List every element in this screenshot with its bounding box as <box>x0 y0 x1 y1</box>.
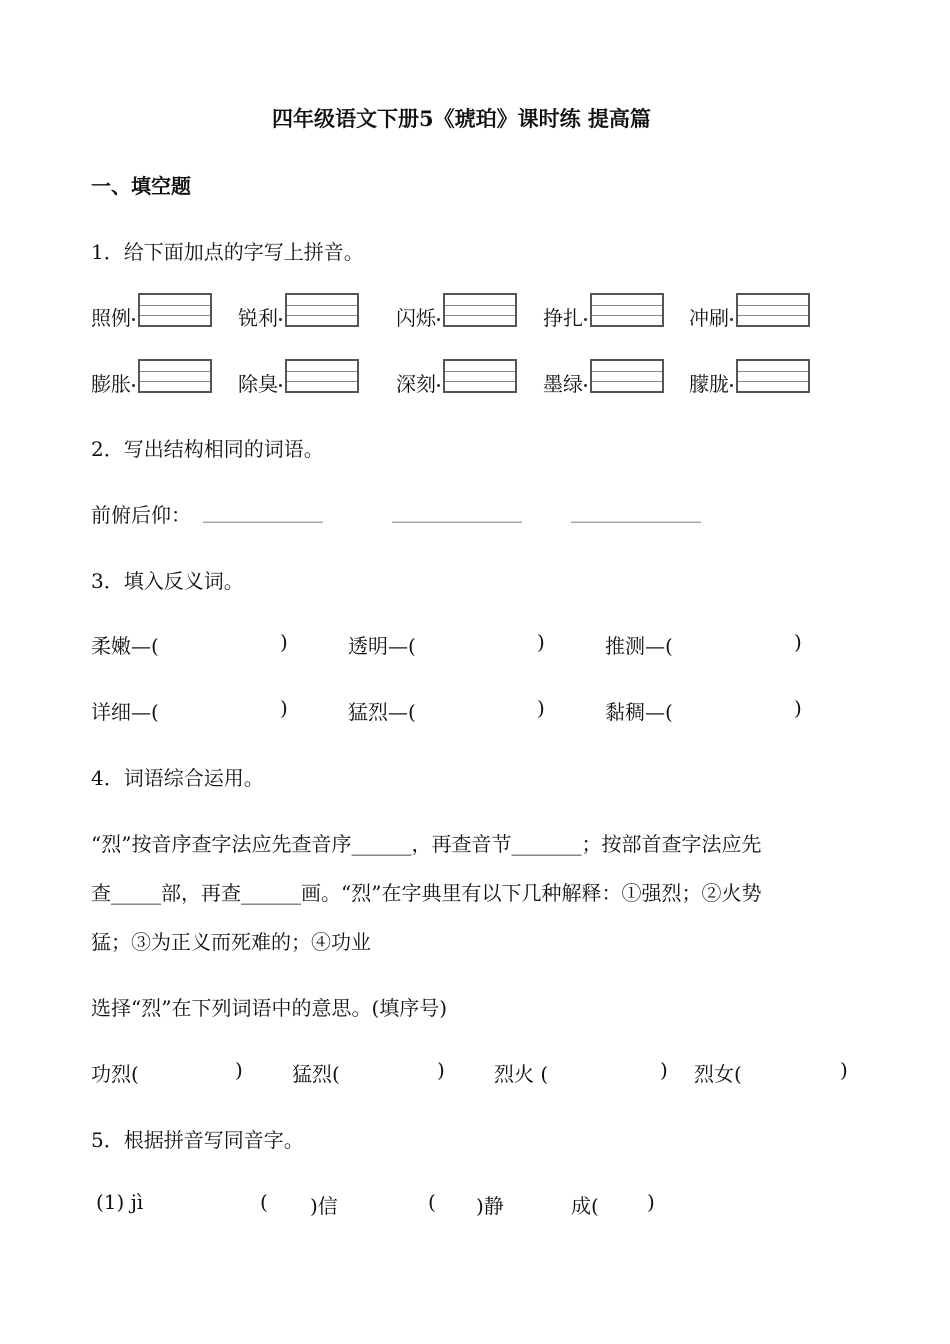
word-2-5: 朦胧 <box>689 368 733 397</box>
paragraph-line-4: 选择“烈”在下列词语中的意思。(填序号) <box>91 996 448 1020</box>
pinyin-box[interactable] <box>590 359 664 393</box>
question-4-prompt: 4．词语综合运用。 <box>91 766 264 790</box>
pinyin-box[interactable] <box>285 359 359 393</box>
antonym-3: 推测—( <box>605 634 673 658</box>
section-heading: 一、填空题 <box>91 174 191 198</box>
pinyin-box[interactable] <box>138 293 212 327</box>
word-1-5: 冲刷 <box>689 302 733 331</box>
close-paren: ) <box>537 696 545 720</box>
pinyin-box[interactable] <box>736 359 810 393</box>
homophone-part-6: ) <box>647 1190 655 1214</box>
antonym-2: 透明—( <box>348 634 416 658</box>
question-2-prompt: 2．写出结构相同的词语。 <box>91 437 324 461</box>
paragraph-line-3: 猛；③为正义而死难的；④功业 <box>91 930 371 954</box>
close-paren: ) <box>794 630 802 654</box>
page-title: 四年级语文下册5《琥珀》课时练 提高篇 <box>272 106 651 131</box>
answer-blank-2[interactable]: _____________ <box>392 499 522 523</box>
structure-label: 前俯后仰： <box>91 503 191 527</box>
pinyin-box[interactable] <box>736 293 810 327</box>
answer-blank-3[interactable]: _____________ <box>571 499 701 523</box>
antonym-6: 黏稠—( <box>605 700 673 724</box>
meaning-word-3: 烈火 ( <box>494 1062 549 1086</box>
pinyin-box[interactable] <box>138 359 212 393</box>
word-2-1: 膨胀 <box>91 368 135 397</box>
homophone-part-5: 成( <box>571 1194 599 1218</box>
question-1-prompt: 1．给下面加点的字写上拼音。 <box>91 240 364 264</box>
question-3-prompt: 3．填入反义词。 <box>91 569 244 593</box>
antonym-4: 详细—( <box>91 700 159 724</box>
antonym-5: 猛烈—( <box>348 700 416 724</box>
close-paren: ) <box>537 630 545 654</box>
homophone-part-1: ( <box>260 1190 268 1214</box>
question-5-prompt: 5．根据拼音写同音字。 <box>91 1128 304 1152</box>
paragraph-line-2: 查_____部，再查______画。“烈”在字典里有以下几种解释：①强烈；②火势 <box>91 881 762 905</box>
close-paren: ) <box>280 630 288 654</box>
pinyin-box[interactable] <box>443 359 517 393</box>
answer-blank-1[interactable]: ____________ <box>203 499 323 523</box>
close-paren: ) <box>840 1058 848 1082</box>
meaning-word-2: 猛烈( <box>292 1062 340 1086</box>
close-paren: ) <box>235 1058 243 1082</box>
antonym-1: 柔嫩—( <box>91 634 159 658</box>
meaning-word-1: 功烈( <box>91 1062 139 1086</box>
pinyin-box[interactable] <box>590 293 664 327</box>
meaning-word-4: 烈女( <box>694 1062 742 1086</box>
word-1-1: 照例 <box>91 302 135 331</box>
word-2-2: 除臭 <box>238 368 282 397</box>
word-2-3: 深刻 <box>396 368 440 397</box>
homophone-part-2: )信 <box>310 1194 338 1218</box>
close-paren: ) <box>794 696 802 720</box>
homophone-part-4: )静 <box>476 1194 504 1218</box>
word-2-4: 墨绿 <box>543 368 587 397</box>
close-paren: ) <box>280 696 288 720</box>
pinyin-box[interactable] <box>443 293 517 327</box>
homophone-part-3: ( <box>428 1190 436 1214</box>
paragraph-line-1: “烈”按音序查字法应先查音序______，再查音节_______；按部首查字法应先 <box>91 832 762 856</box>
word-1-3: 闪烁 <box>396 302 440 331</box>
homophone-item-label: (1) jì <box>96 1190 144 1214</box>
close-paren: ) <box>660 1058 668 1082</box>
word-1-4: 挣扎 <box>543 302 587 331</box>
word-1-2: 锐利 <box>238 302 282 331</box>
close-paren: ) <box>437 1058 445 1082</box>
pinyin-box[interactable] <box>285 293 359 327</box>
